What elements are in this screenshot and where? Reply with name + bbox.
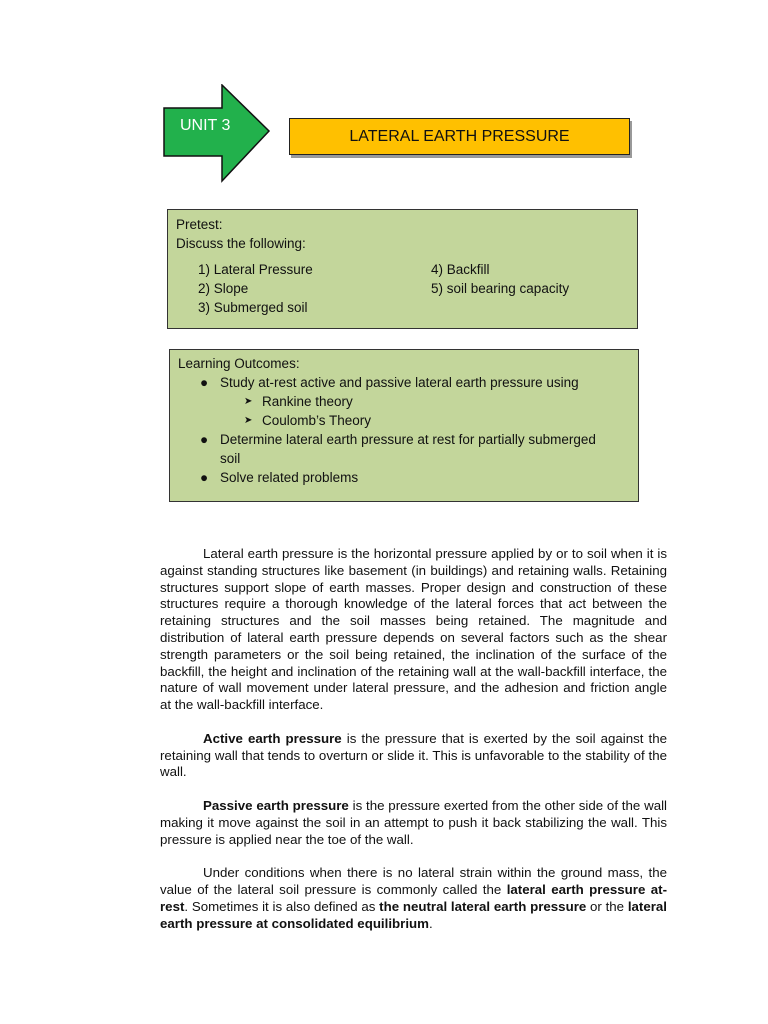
bullet-icon: ● [200,432,209,447]
pretest-box [167,209,638,329]
paragraph-active-text: is the pressure that is exerted by the soil against the retaining wall that tends to overturn or slide it. This is unfavorable to the stability of the wall. [160,730,667,780]
learning-outcomes-box [169,349,639,502]
learning-outcomes-heading: Learning Outcomes: [178,356,300,371]
pretest-item-5: 5) soil bearing capacity [431,281,570,296]
paragraph-intro: Lateral earth pressure is the horizontal pressure applied by or to soil when it is against standing structures like basement (in buildings) and retaining walls. Retaining structures support slope of earth masses. Proper design and construction of these structures require a thorough knowledge of the lateral forces that act between the retaining structures and the soil masses being retained. The magnitude and distribution of lateral earth pressure depends on several factors such as the shear strength parameters or the soil being retained, the inclination of the surface of the backfill, the height and inclination of the retaining wall at the wall-backfill interface, the nature of wall movement under lateral pressure, and the adhesion and friction angle at the wall-backfill interface. [160,546,667,713]
outcome-subitem [178,392,630,411]
body-text [160,546,667,949]
bullet-icon: ● [200,470,209,485]
paragraph-at-rest-text: . Sometimes it is also defined as [184,898,380,914]
pretest-heading: Pretest: [176,217,223,232]
arrowhead-bullet-icon: ➤ [244,396,253,407]
arrowhead-bullet-icon: ➤ [244,415,253,426]
outcome-item [178,373,630,392]
outcome-text: Study at-rest active and passive lateral earth pressure using [220,375,579,390]
outcome-item [178,430,630,468]
paragraph-at-rest [160,865,667,932]
pretest-item-4: 4) Backfill [431,262,490,277]
page-title [289,118,630,155]
outcome-text: Determine lateral earth pressure at rest for partially submerged [220,432,596,447]
outcome-subitem-text: Coulomb’s Theory [262,413,372,428]
pretest-item-3: 3) Submerged soil [198,300,308,315]
page-title-text: LATERAL EARTH PRESSURE [349,127,570,145]
paragraph-active [160,731,667,781]
bullet-icon: ● [200,375,209,390]
paragraph-at-rest-text: Under conditions when there is no lateral strain within the ground mass, the value of the lateral soil pressure is commonly called the [160,865,667,897]
pretest-list [176,260,629,320]
outcome-item [178,468,630,487]
term-active: Active earth pressure [203,730,342,746]
term-at-rest: lateral earth pressure at-rest [160,881,668,914]
paragraph-passive [160,798,667,848]
pretest-item-2: 2) Slope [198,281,249,296]
outcome-subitem-text: Rankine theory [262,394,353,409]
outcome-text-continued: soil [220,451,241,466]
paragraph-at-rest-text: . [428,915,433,931]
term-passive: Passive earth pressure [203,797,349,813]
pretest-item-1: 1) Lateral Pressure [198,262,313,277]
outcome-text: Solve related problems [220,470,359,485]
outcome-subitem [178,411,630,430]
term-neutral: the neutral lateral earth pressure [379,898,587,914]
paragraph-at-rest-text: or the [586,898,628,914]
term-consolidated: lateral earth pressure at consolidated equilibrium [160,898,668,931]
paragraph-passive-text: is the pressure exerted from the other side of the wall making it move against the soil in an attempt to push it back stabilizing the wall. This pressure is applied near the toe of the wall. [160,797,667,847]
pretest-instruction: Discuss the following: [176,236,306,251]
unit-label: UNIT 3 [180,117,231,134]
